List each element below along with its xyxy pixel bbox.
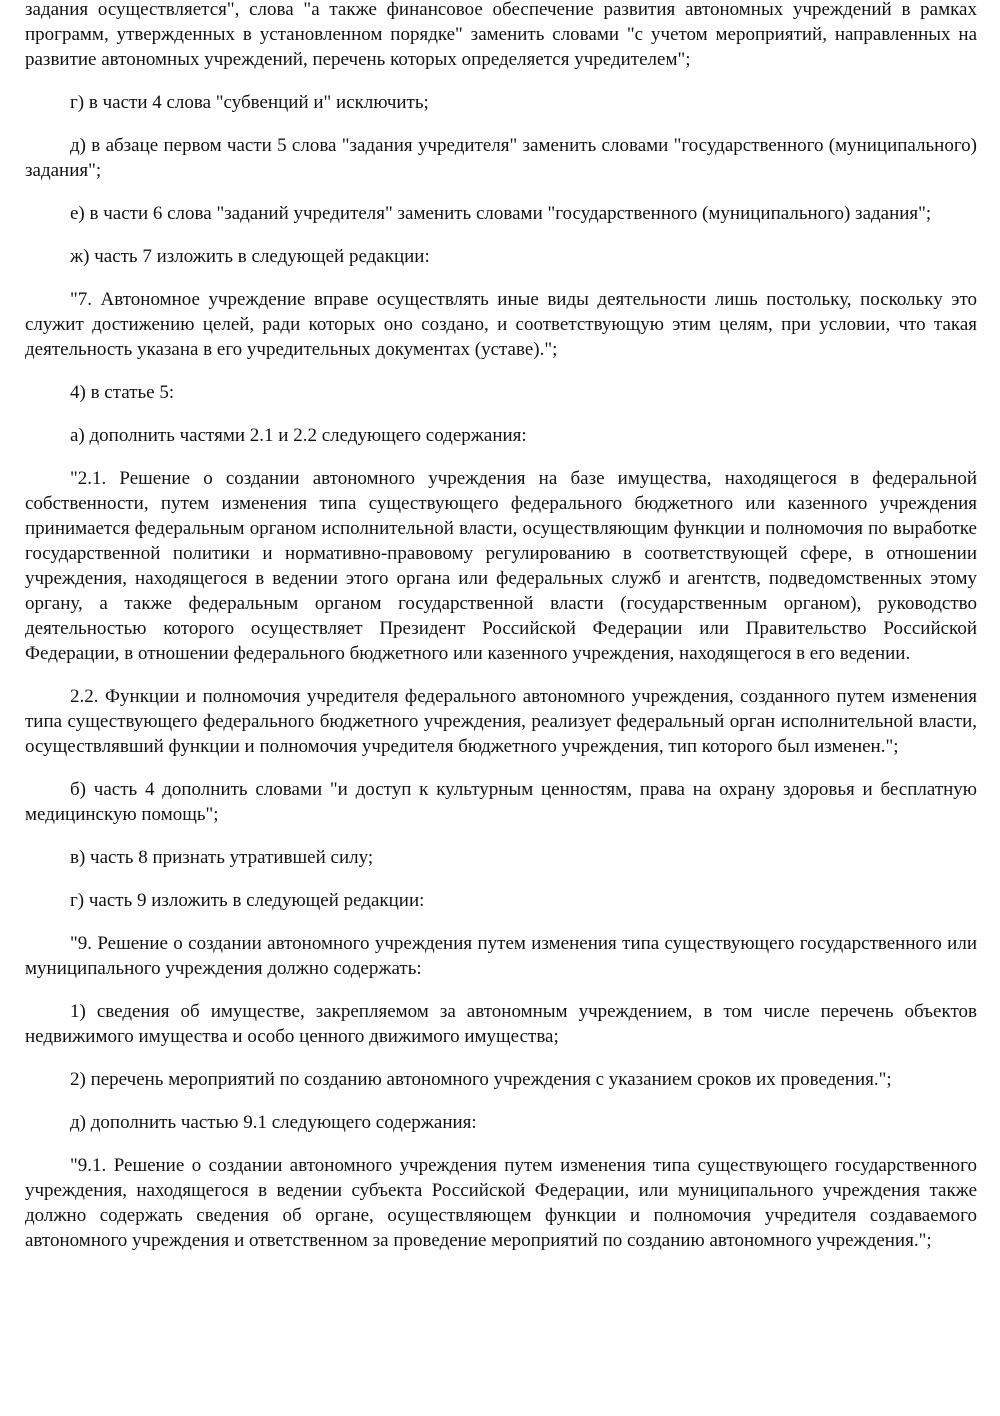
paragraph-1: задания осуществляется", слова "а также финансовое обеспечение развития автономных учреждений в рамках программ, утвержденных в установленном порядке" заменить словами "с учетом мероприятий, направленных на развитие автономных учреждений, перечень которых определяется учредителем"; bbox=[25, 0, 977, 70]
paragraph-13: г) часть 9 изложить в следующей редакции: bbox=[70, 890, 425, 911]
paragraph-3: д) в абзаце первом части 5 слова "задания учредителя" заменить словами "государственного (муниципального) задания"; bbox=[25, 135, 977, 181]
paragraph-10: 2.2. Функции и полномочия учредителя федерального автономного учреждения, созданного путем изменения типа существующего федерального бюджетного учреждения, реализует федеральный орган исполнительной власти, осуществлявший функции и полномочия учредителя бюджетного учреждения, тип которого был изменен."; bbox=[25, 686, 977, 757]
paragraph-11: б) часть 4 дополнить словами "и доступ к культурным ценностям, права на охрану здоровья и бесплатную медицинскую помощь"; bbox=[25, 779, 977, 825]
paragraph-4: е) в части 6 слова "заданий учредителя" заменить словами "государственного (муниципального) задания"; bbox=[70, 203, 932, 224]
paragraph-12: в) часть 8 признать утратившей силу; bbox=[70, 847, 374, 868]
paragraph-5: ж) часть 7 изложить в следующей редакции: bbox=[70, 246, 430, 267]
paragraph-8: а) дополнить частями 2.1 и 2.2 следующего содержания: bbox=[70, 425, 527, 446]
paragraph-9: "2.1. Решение о создании автономного учреждения на базе имущества, находящегося в федеральной собственности, путем изменения типа существующего федерального бюджетного или казенного учреждения принимается федеральным органом исполнительной власти, осуществляющим функции и полномочия по выработке государственной политики и нормативно-правовому регулированию в соответствующей сфере, в отношении учреждения, находящегося в ведении этого органа или федеральных служб и агентств, подведомственных этому органу, а также федеральным органом государственной власти (государственным органом), руководство деятельностью которого осуществляет Президент Российской Федерации или Правительство Российской Федерации, в отношении федерального бюджетного или казенного учреждения, находящегося в его ведении. bbox=[25, 468, 977, 664]
paragraph-18: "9.1. Решение о создании автономного учреждения путем изменения типа существующего государственного учреждения, находящегося в ведении субъекта Российской Федерации, или муниципального учреждения также должно содержать сведения об органе, осуществляющем функции и полномочия учредителя создаваемого автономного учреждения и ответственном за проведение мероприятий по созданию автономного учреждения."; bbox=[25, 1155, 977, 1251]
paragraph-2: г) в части 4 слова "субвенций и" исключить; bbox=[70, 92, 429, 113]
paragraph-15: 1) сведения об имуществе, закрепляемом за автономным учреждением, в том числе перечень объектов недвижимого имущества и особо ценного движимого имущества; bbox=[25, 1001, 977, 1047]
paragraph-14: "9. Решение о создании автономного учреждения путем изменения типа существующего государственного или муниципального учреждения должно содержать: bbox=[25, 933, 977, 979]
paragraph-7: 4) в статье 5: bbox=[70, 382, 175, 403]
paragraph-6: "7. Автономное учреждение вправе осуществлять иные виды деятельности лишь постольку, поскольку это служит достижению целей, ради которых оно создано, и соответствующую этим целям, при условии, что такая деятельность указана в его учредительных документах (уставе)."; bbox=[25, 289, 977, 360]
paragraph-17: д) дополнить частью 9.1 следующего содержания: bbox=[70, 1112, 477, 1133]
paragraph-16: 2) перечень мероприятий по созданию автономного учреждения с указанием сроков их проведения."; bbox=[70, 1069, 892, 1090]
